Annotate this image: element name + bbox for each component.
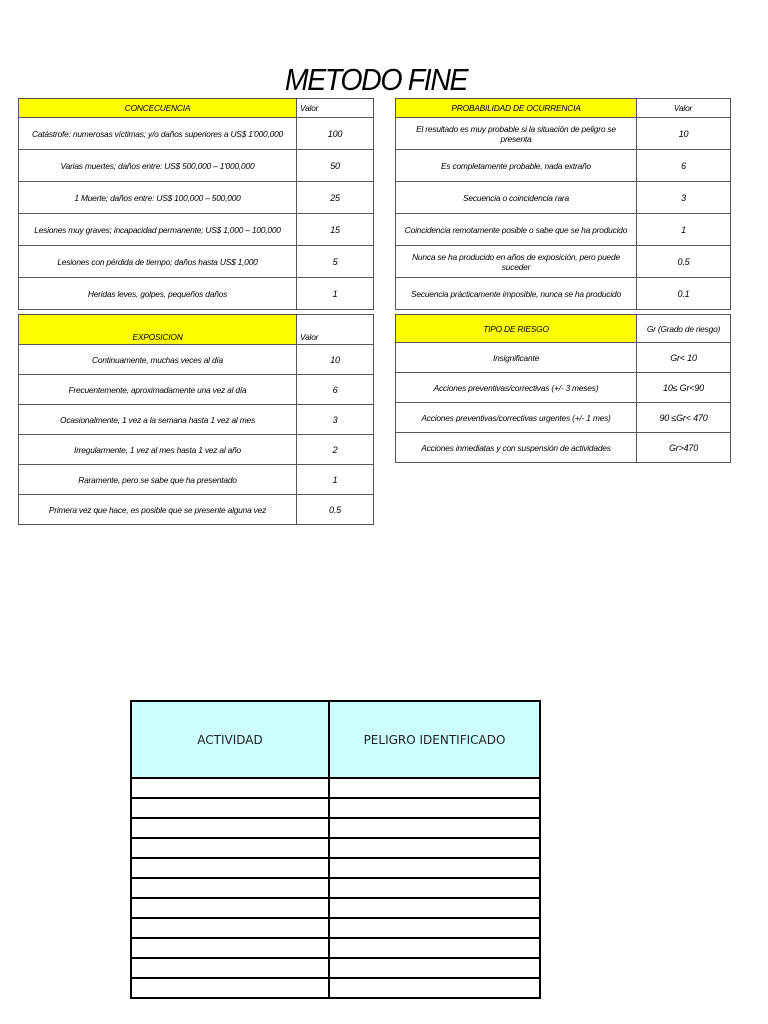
table-row <box>131 878 540 898</box>
empty-cell[interactable] <box>329 958 540 978</box>
table-cell-value: 100 <box>297 118 374 150</box>
peligro-header: PELIGRO IDENTIFICADO <box>329 701 540 778</box>
table-cell-value: 6 <box>637 150 731 182</box>
empty-cell[interactable] <box>131 818 329 838</box>
empty-cell[interactable] <box>329 858 540 878</box>
table-cell-value: 10 <box>297 345 374 375</box>
table-cell-label: 1 Muerte; daños entre: US$ 100,000 – 500,000 <box>19 182 297 214</box>
table-cell-value: 0.5 <box>297 495 374 525</box>
table-cell-value: 3 <box>297 405 374 435</box>
empty-cell[interactable] <box>131 938 329 958</box>
table-cell-label: Frecuentemente, aproximadamente una vez al día <box>19 375 297 405</box>
table-cell-value: 6 <box>297 375 374 405</box>
empty-cell[interactable] <box>131 778 329 798</box>
table-cell-label: Varias muertes; daños entre: US$ 500,000 – 1'000,000 <box>19 150 297 182</box>
table-cell-value: 50 <box>297 150 374 182</box>
table-cell-label: Primera vez que hace, es posible que se presente alguna vez <box>19 495 297 525</box>
table-cell-value: 10≤ Gr<90 <box>637 373 731 403</box>
table-cell-value: 10 <box>637 118 731 150</box>
empty-cell[interactable] <box>131 838 329 858</box>
empty-cell[interactable] <box>329 838 540 858</box>
empty-cell[interactable] <box>131 898 329 918</box>
table-cell-label: Acciones preventivas/correctivas (+/- 3 meses) <box>396 373 637 403</box>
exposicion-value-header: Valor <box>297 315 374 345</box>
consecuencia-header: CONCECUENCIA <box>19 99 297 118</box>
table-cell-label: Lesiones con pérdida de tiempo; daños hasta US$ 1,000 <box>19 246 297 278</box>
table-row <box>131 838 540 858</box>
consecuencia-table <box>18 98 374 310</box>
table-cell-label: Acciones preventivas/correctivas urgentes (+/- 1 mes) <box>396 403 637 433</box>
table-cell-label: Acciones inmediatas y con suspensión de actividades <box>396 433 637 463</box>
table-cell-label: Continuamente, muchas veces al día <box>19 345 297 375</box>
table-cell-label: Lesiones muy graves; incapacidad permanente; US$ 1,000 – 100,000 <box>19 214 297 246</box>
exposicion-table <box>18 314 374 525</box>
empty-cell[interactable] <box>131 918 329 938</box>
empty-cell[interactable] <box>329 918 540 938</box>
table-row <box>131 858 540 878</box>
table-row <box>131 798 540 818</box>
table-cell-label: Ocasionalmente, 1 vez a la semana hasta 1 vez al mes <box>19 405 297 435</box>
table-row <box>131 818 540 838</box>
table-row <box>131 958 540 978</box>
table-row <box>131 898 540 918</box>
table-cell-label: Nunca se ha producido en años de exposición, pero puede suceder <box>396 246 637 278</box>
table-row <box>131 778 540 798</box>
table-cell-label: Insignificante <box>396 343 637 373</box>
empty-cell[interactable] <box>329 938 540 958</box>
table-cell-value: 1 <box>637 214 731 246</box>
actividad-header: ACTIVIDAD <box>131 701 329 778</box>
table-cell-value: Gr< 10 <box>637 343 731 373</box>
exposicion-header: EXPOSICION <box>19 315 297 345</box>
table-cell-label: Secuencia prácticamente imposible, nunca se ha producido <box>396 278 637 310</box>
probabilidad-table <box>395 98 731 310</box>
table-cell-value: 0.1 <box>637 278 731 310</box>
table-cell-label: Raramente, pero se sabe que ha presentado <box>19 465 297 495</box>
tipo-riesgo-value-header: Gr (Grado de riesgo) <box>637 315 731 343</box>
table-cell-value: 2 <box>297 435 374 465</box>
table-cell-label: Coincidencia remotamente posible o sabe que se ha producido <box>396 214 637 246</box>
table-cell-value: 25 <box>297 182 374 214</box>
probabilidad-value-header: Valor <box>637 99 731 118</box>
tipo-riesgo-header: TIPO DE RIESGO <box>396 315 637 343</box>
table-cell-label: Heridas leves, golpes, pequeños daños <box>19 278 297 310</box>
table-cell-label: Irregularmente, 1 vez al mes hasta 1 vez al año <box>19 435 297 465</box>
table-row <box>131 918 540 938</box>
table-cell-value: 1 <box>297 465 374 495</box>
empty-cell[interactable] <box>329 818 540 838</box>
table-cell-label: Es completamente probable, nada extraño <box>396 150 637 182</box>
actividad-peligro-table <box>130 700 541 999</box>
tipo-riesgo-table <box>395 314 731 463</box>
table-cell-label: El resultado es muy probable si la situación de peligro se presenta <box>396 118 637 150</box>
table-cell-label: Catástrofe: numerosas víctimas; y/o daños superiores a US$ 1'000,000 <box>19 118 297 150</box>
empty-cell[interactable] <box>329 778 540 798</box>
table-cell-value: 5 <box>297 246 374 278</box>
table-cell-value: 90 ≤Gr< 470 <box>637 403 731 433</box>
empty-cell[interactable] <box>131 958 329 978</box>
empty-cell[interactable] <box>329 878 540 898</box>
table-cell-value: Gr>470 <box>637 433 731 463</box>
table-cell-value: 3 <box>637 182 731 214</box>
empty-cell[interactable] <box>131 878 329 898</box>
table-cell-value: 0.5 <box>637 246 731 278</box>
table-cell-value: 15 <box>297 214 374 246</box>
consecuencia-value-header: Valor <box>297 99 374 118</box>
table-cell-value: 1 <box>297 278 374 310</box>
empty-cell[interactable] <box>329 978 540 998</box>
empty-cell[interactable] <box>329 898 540 918</box>
empty-cell[interactable] <box>329 798 540 818</box>
page-title: METODO FINE <box>284 62 468 97</box>
empty-cell[interactable] <box>131 858 329 878</box>
probabilidad-header: PROBABILIDAD DE OCURRENCIA <box>396 99 637 118</box>
table-row <box>131 978 540 998</box>
table-row <box>131 938 540 958</box>
empty-cell[interactable] <box>131 798 329 818</box>
table-cell-label: Secuencia o coincidencia rara <box>396 182 637 214</box>
empty-cell[interactable] <box>131 978 329 998</box>
